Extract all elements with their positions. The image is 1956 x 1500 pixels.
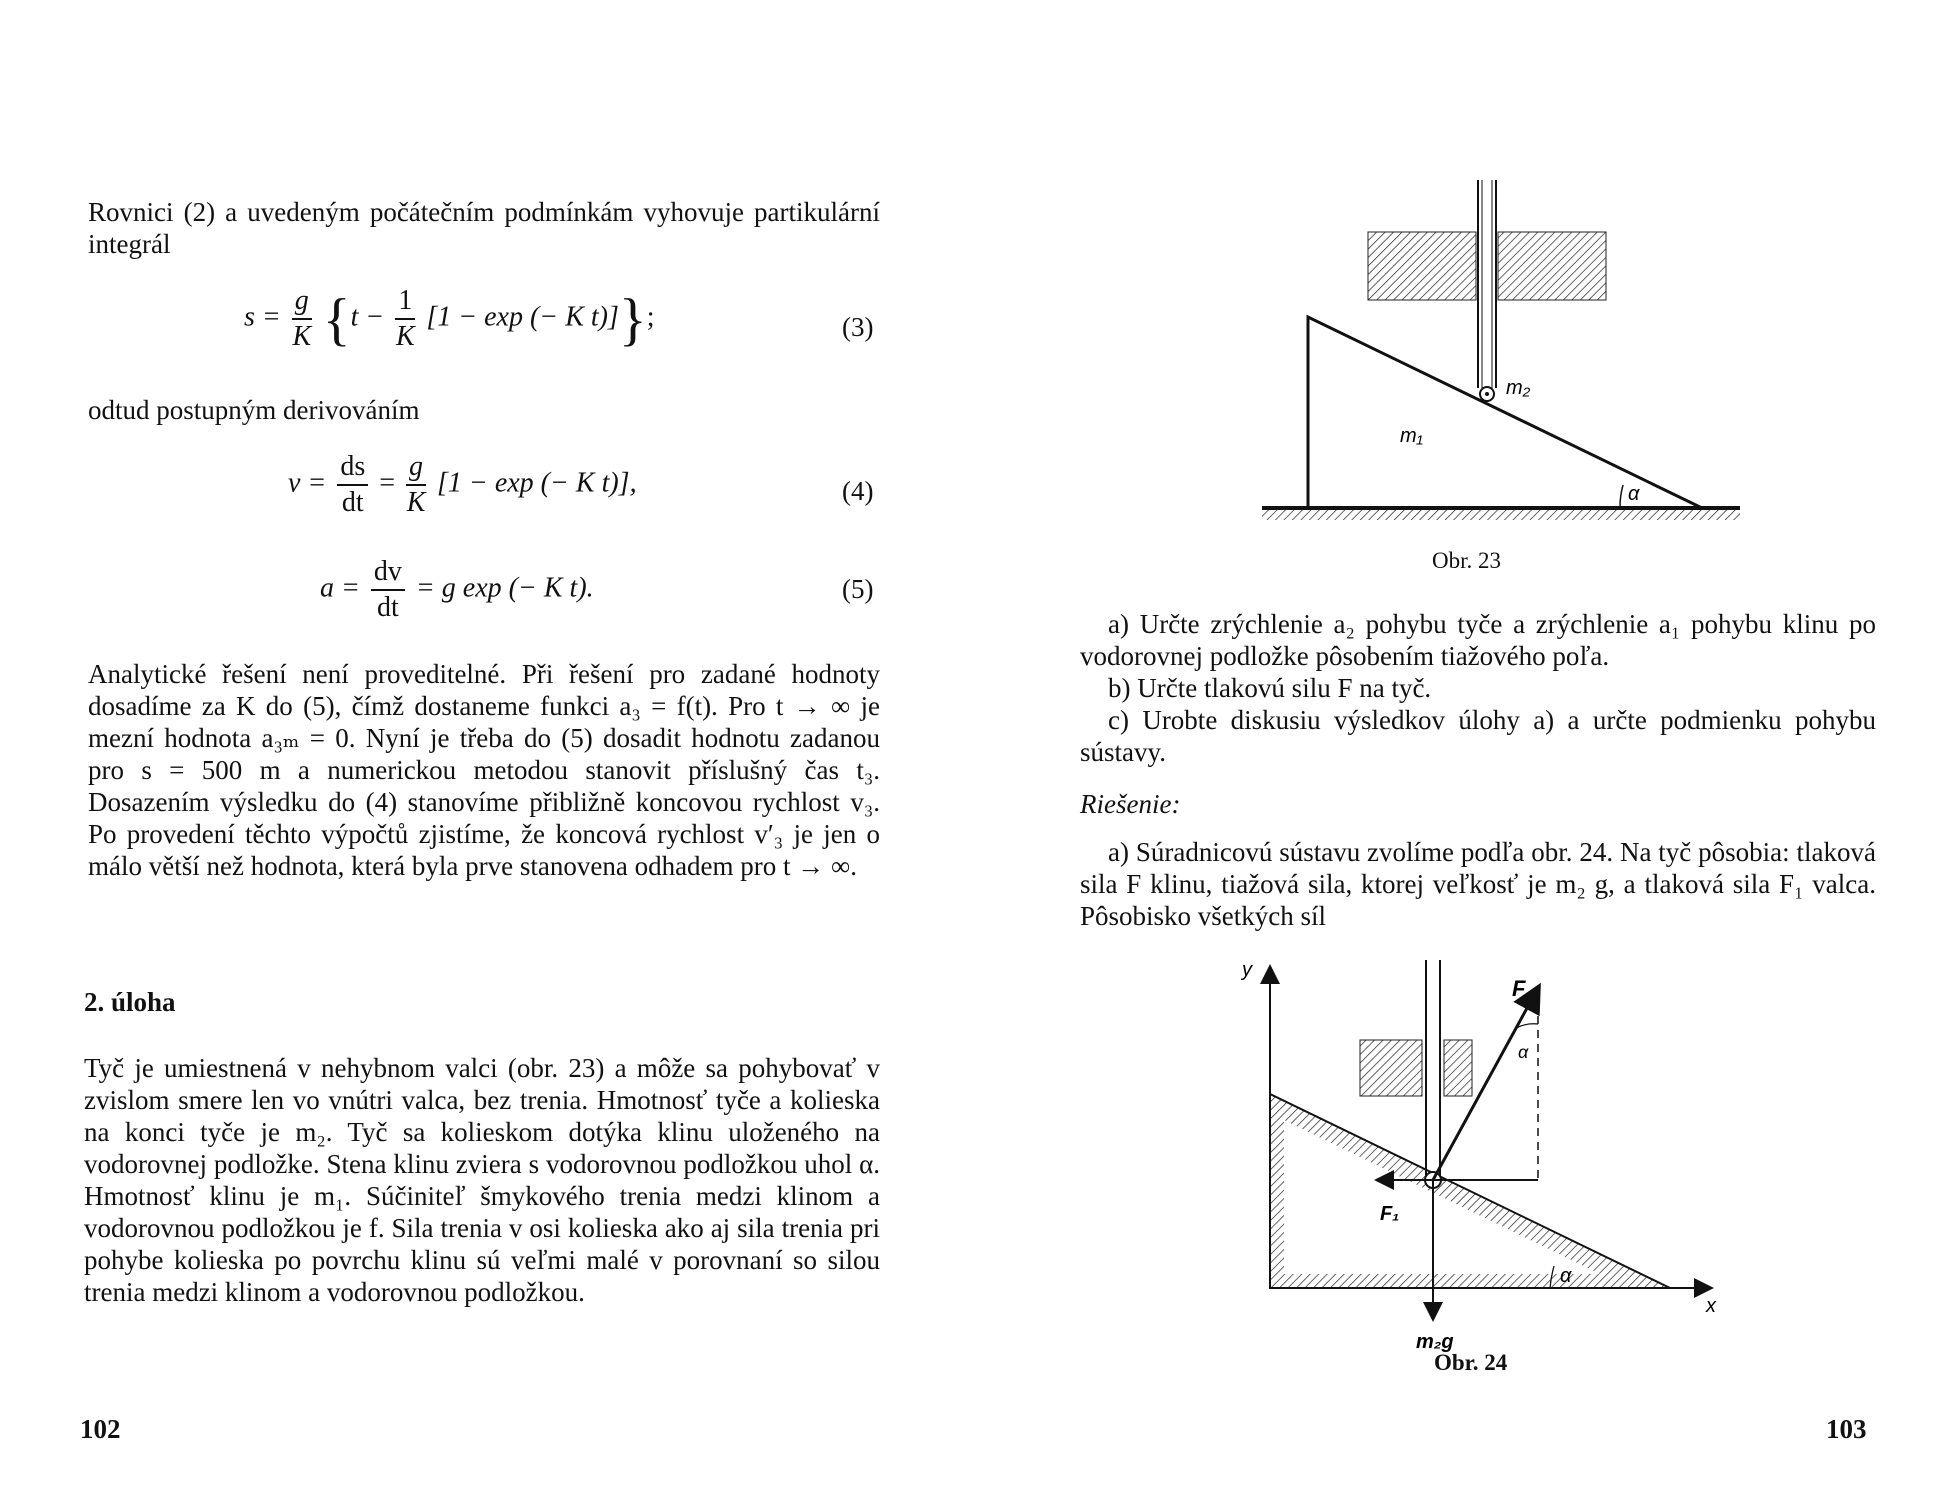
question-b: b) Určte tlakovú silu F na tyč. bbox=[1108, 673, 1432, 703]
figure-24-caption: Obr. 24 bbox=[1434, 1350, 1508, 1375]
cylinder-block-left bbox=[1368, 232, 1476, 300]
axis-label-y: y bbox=[1242, 959, 1252, 981]
equation-5: a = $\frac{dv}{dt}$ = g exp (− K t). bbox=[320, 556, 594, 623]
label-m1: m₁ bbox=[1400, 425, 1423, 447]
question-c: c) Urobte diskusiu výsledkov úlohy a) a určte podmienku pohybu sústavy. bbox=[1080, 705, 1876, 767]
label-alpha-top: α bbox=[1518, 1042, 1529, 1062]
label-m2g: m₂g bbox=[1416, 1331, 1454, 1353]
cylinder-block-left bbox=[1360, 1040, 1422, 1096]
label-m2: m₂ bbox=[1506, 377, 1531, 399]
equation-5-number: (5) bbox=[842, 574, 874, 604]
analytic-paragraph: Analytické řešení není proveditelné. Při řešení pro zadané hodnoty dosadíme za K do (5), čímž dostaneme funkci a₃ = f(t). Pro t → ∞ je mezní hodnota a₃ₘ = 0. Nyní je třeba do (5) dosadit hodnotu zadanou pro s = 500 m a numerickou metodou stanovit příslušný čas t₃. Dosazením výsledku do (4) stanovíme přibližně koncovou rychlost v₃. Po provedení těchto výpočtů zjistíme, že koncová rychlost v′₃ je jen o málo větší než hodnota, která byla prve stanovena odhadem pro t → ∞. bbox=[88, 659, 880, 881]
solution-heading: Riešenie: bbox=[1080, 789, 1181, 819]
equation-3-number: (3) bbox=[842, 312, 874, 342]
equation-3: s = $\frac{g}{K}$ {t − $\frac{1}{K}$ [1 − exp (− K t)]}; bbox=[244, 285, 655, 352]
solution-a: a) Súradnicovú sústavu zvolíme podľa obr. 24. Na tyč pôsobia: tlaková sila F klinu, tiažová sila, ktorej veľkosť je m₂ g, a tlaková sila F₁ valca. Pôsobisko všetkých síl bbox=[1080, 837, 1876, 931]
intro-paragraph: Rovnici (2) a uvedeným počátečním podmínkám vyhovuje partikulární integrál bbox=[88, 197, 880, 259]
figure-23 bbox=[1250, 180, 1760, 540]
task-heading: 2. úloha bbox=[84, 987, 176, 1017]
equation-4-number: (4) bbox=[842, 476, 874, 506]
task-paragraph: Tyč je umiestnená v nehybnom valci (obr. 23) a môže sa pohybovať v zvislom smere len vo vnútri valca, bez trenia. Hmotnosť tyče a kolieska na konci tyče je m₂. Tyč sa kolieskom dotýka klinu uloženého na vodorovnej podložke. Stena klinu zviera s vodorovnou podložkou uhol α. Hmotnosť klinu je m₁. Súčiniteľ šmykového trenia medzi klinom a vodorovnou podložkou je f. Sila trenia v osi kolieska ako aj sila trenia pri pohybe kolieska po povrchu klinu sú veľmi malé v porovnaní so silou trenia medzi klinom a vodorovnou podložkou. bbox=[84, 1053, 880, 1307]
figure-23-caption: Obr. 23 bbox=[1432, 548, 1501, 573]
label-alpha: α bbox=[1628, 483, 1640, 505]
figure-24 bbox=[1220, 948, 1740, 1368]
axis-label-x: x bbox=[1706, 1295, 1716, 1317]
equation-4: v = $\frac{ds}{dt}$ = $\frac{g}{K}$ [1 − exp (− K t)], bbox=[288, 451, 637, 518]
label-F1: F₁ bbox=[1380, 1203, 1400, 1225]
label-F: F bbox=[1512, 976, 1526, 1001]
question-a: a) Určte zrýchlenie a₂ pohybu tyče a zrýchlenie a₁ pohybu klinu po vodorovnej podložke pôsobením tiažového poľa. bbox=[1080, 609, 1876, 671]
wedge bbox=[1308, 317, 1702, 508]
label-alpha-base: α bbox=[1560, 1265, 1572, 1287]
page-number-left: 102 bbox=[80, 1414, 121, 1444]
cylinder-block-right bbox=[1444, 1040, 1472, 1096]
cylinder-block-right bbox=[1498, 232, 1606, 300]
page-number-right: 103 bbox=[1826, 1414, 1867, 1444]
derivation-text: odtud postupným derivováním bbox=[88, 395, 420, 425]
